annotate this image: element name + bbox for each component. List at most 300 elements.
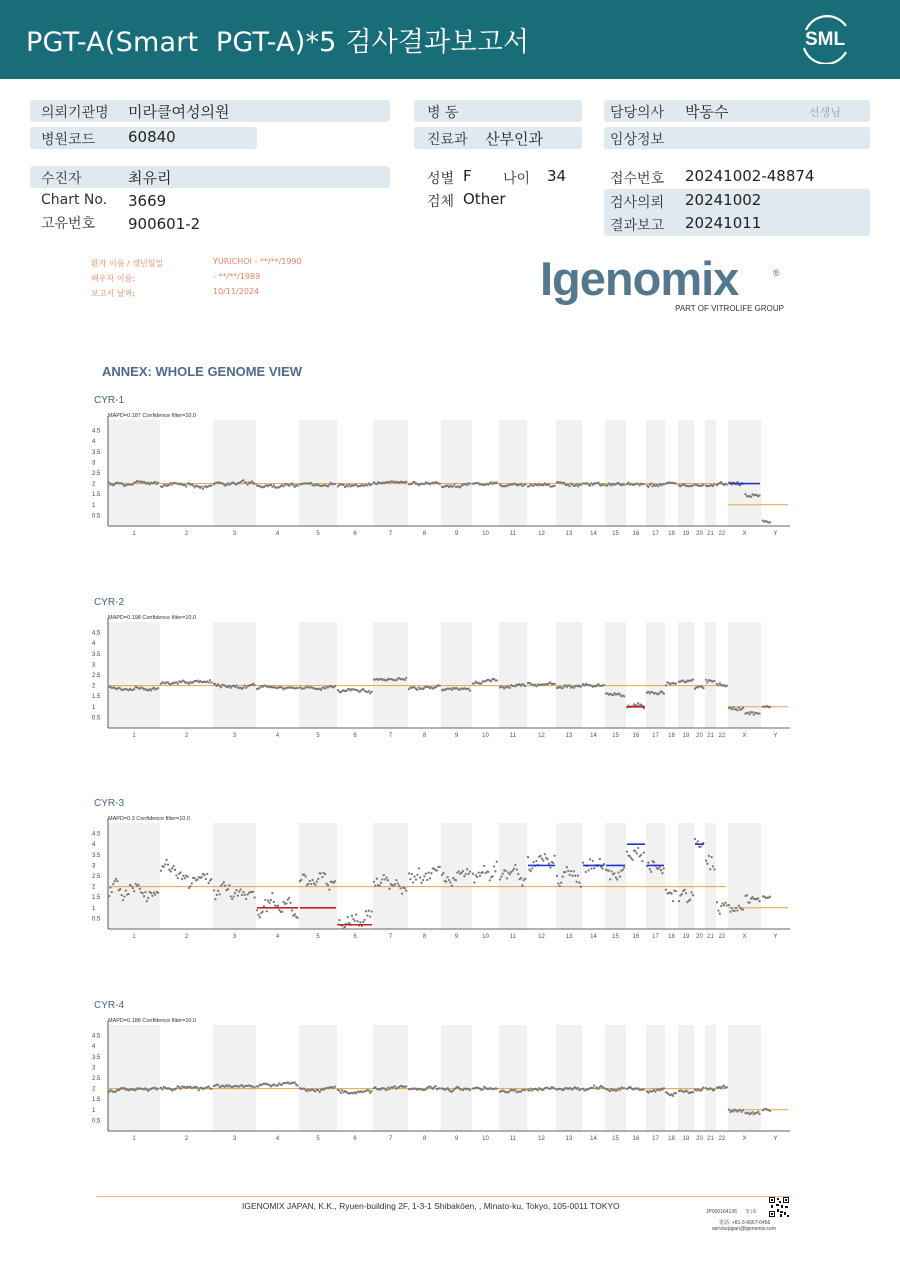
data-point bbox=[354, 920, 356, 922]
genome-chart-cyr-4 bbox=[0, 995, 900, 1155]
chromosome-band bbox=[108, 622, 160, 728]
data-point bbox=[675, 482, 677, 484]
data-point bbox=[223, 881, 225, 883]
y-tick-label: 3.5 bbox=[92, 1054, 101, 1061]
data-point bbox=[119, 888, 121, 890]
data-point bbox=[769, 706, 771, 708]
y-tick-label: 4.5 bbox=[92, 831, 101, 838]
chromosome-band bbox=[728, 420, 761, 526]
data-point bbox=[537, 1089, 539, 1091]
x-tick-label: 2 bbox=[184, 733, 189, 739]
x-tick-label: 12 bbox=[538, 733, 545, 739]
data-point bbox=[701, 1089, 703, 1091]
x-tick-label: 14 bbox=[590, 1136, 597, 1142]
data-point bbox=[294, 1081, 296, 1083]
data-point bbox=[242, 891, 244, 893]
y-tick-label: 4.5 bbox=[92, 428, 101, 435]
y-tick-label: 3.5 bbox=[92, 852, 101, 859]
data-point bbox=[520, 877, 522, 879]
y-tick-label: 2.5 bbox=[92, 471, 101, 477]
data-point bbox=[735, 907, 737, 909]
request-date-label: 검사의뢰 bbox=[610, 195, 665, 211]
x-tick-label: Y bbox=[773, 531, 778, 537]
data-point bbox=[504, 870, 506, 872]
x-tick-label: X bbox=[742, 531, 747, 537]
data-point bbox=[647, 486, 649, 488]
data-point bbox=[314, 884, 316, 886]
data-point bbox=[196, 1087, 198, 1089]
data-point bbox=[451, 885, 453, 887]
data-point bbox=[609, 1090, 611, 1092]
x-tick-label: 22 bbox=[718, 934, 726, 940]
data-point bbox=[394, 1085, 396, 1087]
data-point bbox=[213, 889, 215, 891]
x-tick-label: 18 bbox=[668, 733, 675, 739]
data-point bbox=[318, 1091, 320, 1093]
data-point bbox=[217, 1084, 219, 1086]
data-point bbox=[221, 883, 223, 885]
data-point bbox=[287, 899, 289, 901]
x-tick-label: X bbox=[742, 934, 747, 940]
y-tick-label: 2.5 bbox=[92, 1076, 101, 1082]
y-tick-label: 2 bbox=[92, 683, 96, 690]
data-point bbox=[355, 913, 357, 915]
chart-subtitle: MAPD=0.187 Confidence filter=10.0 bbox=[108, 413, 197, 419]
data-point bbox=[672, 1095, 674, 1097]
data-point bbox=[469, 690, 471, 692]
data-point bbox=[490, 680, 492, 682]
data-point bbox=[445, 881, 447, 883]
y-tick-label: 2 bbox=[92, 884, 96, 891]
data-point bbox=[418, 867, 420, 869]
chromosome-band bbox=[441, 622, 472, 728]
y-tick-label: 4 bbox=[92, 641, 96, 648]
data-point bbox=[717, 684, 719, 686]
data-point bbox=[264, 899, 266, 901]
data-point bbox=[712, 865, 714, 867]
data-point bbox=[228, 884, 230, 886]
data-point bbox=[157, 687, 159, 689]
data-point bbox=[706, 863, 708, 865]
sign-spouse-value: - **/**/1989 bbox=[213, 272, 261, 281]
sign-patient-value: YURICHOI - **/**/1990 bbox=[213, 257, 302, 266]
x-tick-label: 13 bbox=[565, 531, 573, 537]
data-point bbox=[571, 875, 573, 877]
chromosome-band bbox=[556, 420, 582, 526]
data-point bbox=[577, 1087, 579, 1089]
data-point bbox=[338, 1089, 340, 1091]
data-point bbox=[568, 684, 570, 686]
x-tick-label: Y bbox=[773, 934, 778, 940]
data-point bbox=[690, 891, 692, 893]
x-tick-label: 2 bbox=[184, 1136, 189, 1142]
data-point bbox=[726, 1086, 728, 1088]
data-point bbox=[603, 684, 605, 686]
x-tick-label: 7 bbox=[388, 733, 393, 739]
data-point bbox=[746, 894, 748, 896]
x-tick-label: 1 bbox=[132, 1136, 136, 1142]
y-tick-label: 1 bbox=[92, 905, 96, 912]
data-point bbox=[425, 872, 427, 874]
data-point bbox=[241, 1084, 243, 1086]
svg-text:®: ® bbox=[773, 268, 780, 278]
data-point bbox=[692, 678, 694, 680]
institution-value: 미라클여성의원 bbox=[128, 103, 230, 121]
sign-spouse-label: 배우자 이름: bbox=[91, 274, 135, 283]
x-tick-label: 4 bbox=[275, 1136, 280, 1142]
data-point bbox=[232, 895, 234, 897]
data-point bbox=[719, 913, 721, 915]
data-point bbox=[385, 876, 387, 878]
data-point bbox=[426, 879, 428, 881]
data-point bbox=[496, 482, 498, 484]
y-tick-label: 3.5 bbox=[92, 449, 101, 456]
data-point bbox=[629, 855, 631, 857]
data-point bbox=[455, 879, 457, 881]
data-point bbox=[568, 485, 570, 487]
data-point bbox=[384, 878, 386, 880]
data-point bbox=[237, 894, 239, 896]
x-tick-label: 15 bbox=[612, 934, 619, 940]
data-point bbox=[175, 874, 177, 876]
request-date-value: 20241002 bbox=[685, 191, 762, 209]
data-point bbox=[513, 868, 515, 870]
data-point bbox=[689, 898, 691, 900]
data-point bbox=[713, 868, 715, 870]
data-point bbox=[524, 685, 526, 687]
data-point bbox=[496, 861, 498, 863]
data-point bbox=[130, 885, 132, 887]
chromosome-band bbox=[646, 1025, 665, 1131]
chromosome-band bbox=[373, 1025, 408, 1131]
x-tick-label: 17 bbox=[652, 934, 659, 940]
clinical-label: 임상정보 bbox=[610, 132, 665, 148]
x-tick-label: 10 bbox=[482, 934, 489, 940]
data-point bbox=[401, 892, 403, 894]
data-point bbox=[650, 871, 652, 873]
data-point bbox=[751, 711, 753, 713]
data-point bbox=[590, 867, 592, 869]
data-point bbox=[289, 902, 291, 904]
specimen-value: Other bbox=[463, 190, 506, 208]
data-point bbox=[314, 1090, 316, 1092]
data-point bbox=[430, 872, 432, 874]
data-point bbox=[324, 873, 326, 875]
data-point bbox=[365, 910, 367, 912]
y-tick-label: 1 bbox=[92, 704, 96, 711]
data-point bbox=[482, 1088, 484, 1090]
data-point bbox=[627, 481, 629, 483]
y-tick-label: 3 bbox=[92, 460, 96, 467]
data-point bbox=[683, 483, 685, 485]
chromosome-band bbox=[556, 622, 582, 728]
data-point bbox=[388, 1088, 390, 1090]
data-point bbox=[556, 875, 558, 877]
chromosome-band bbox=[646, 420, 665, 526]
genome-plot-svg bbox=[0, 793, 900, 953]
data-point bbox=[694, 838, 696, 840]
data-point bbox=[111, 891, 113, 893]
x-tick-label: 20 bbox=[696, 1136, 703, 1142]
data-point bbox=[719, 682, 721, 684]
data-point bbox=[230, 895, 232, 897]
data-point bbox=[665, 888, 667, 890]
x-tick-label: Y bbox=[773, 1136, 778, 1142]
data-point bbox=[413, 875, 415, 877]
data-point bbox=[442, 872, 444, 874]
data-point bbox=[405, 677, 407, 679]
x-tick-label: 5 bbox=[316, 1136, 320, 1142]
y-tick-label: 1.5 bbox=[92, 895, 101, 902]
data-point bbox=[310, 883, 312, 885]
data-point bbox=[575, 483, 577, 485]
data-point bbox=[108, 1091, 110, 1093]
data-point bbox=[578, 882, 580, 884]
data-point bbox=[749, 713, 751, 715]
x-tick-label: 3 bbox=[232, 934, 237, 940]
data-point bbox=[724, 902, 726, 904]
data-point bbox=[626, 850, 628, 852]
data-point bbox=[427, 871, 429, 873]
genome-plot-svg bbox=[0, 390, 900, 550]
data-point bbox=[116, 880, 118, 882]
data-point bbox=[630, 857, 632, 859]
data-point bbox=[493, 865, 495, 867]
y-tick-label: 1.5 bbox=[92, 492, 101, 499]
data-point bbox=[307, 883, 309, 885]
chromosome-band bbox=[441, 1025, 472, 1131]
chromosome-band bbox=[556, 1025, 582, 1131]
data-point bbox=[603, 1087, 605, 1089]
y-tick-label: 2 bbox=[92, 1086, 96, 1093]
data-point bbox=[480, 682, 482, 684]
chromosome-band bbox=[499, 622, 527, 728]
igenomix-tagline: PART OF VITROLIFE GROUP bbox=[675, 304, 784, 313]
data-point bbox=[244, 894, 246, 896]
data-point bbox=[405, 890, 407, 892]
x-tick-label: 15 bbox=[612, 531, 619, 537]
data-point bbox=[161, 1088, 163, 1090]
data-point bbox=[311, 879, 313, 881]
data-point bbox=[270, 484, 272, 486]
data-point bbox=[589, 485, 591, 487]
chart-subtitle: MAPD=0.3 Confidence filter=10.0 bbox=[108, 816, 190, 822]
data-point bbox=[665, 684, 667, 686]
data-point bbox=[560, 882, 562, 884]
x-tick-label: 4 bbox=[275, 531, 280, 537]
data-point bbox=[742, 707, 744, 709]
data-point bbox=[712, 485, 714, 487]
data-point bbox=[702, 483, 704, 485]
data-point bbox=[593, 1084, 595, 1086]
data-point bbox=[108, 895, 110, 897]
data-point bbox=[296, 917, 298, 919]
data-point bbox=[356, 920, 358, 922]
data-point bbox=[154, 893, 156, 895]
chromosome-band bbox=[678, 622, 694, 728]
x-tick-label: 7 bbox=[388, 934, 393, 940]
data-point bbox=[241, 894, 243, 896]
data-point bbox=[769, 1110, 771, 1112]
data-point bbox=[502, 872, 504, 874]
data-point bbox=[708, 855, 710, 857]
data-point bbox=[476, 876, 478, 878]
footer-divider bbox=[96, 1196, 790, 1197]
data-point bbox=[535, 860, 537, 862]
data-point bbox=[542, 860, 544, 862]
data-point bbox=[378, 885, 380, 887]
data-point bbox=[220, 885, 222, 887]
data-point bbox=[541, 858, 543, 860]
x-tick-label: Y bbox=[773, 733, 778, 739]
data-point bbox=[657, 868, 659, 870]
chromosome-band bbox=[605, 1025, 626, 1131]
data-point bbox=[366, 484, 368, 486]
data-point bbox=[198, 1089, 200, 1091]
x-tick-label: 11 bbox=[509, 934, 517, 940]
data-point bbox=[728, 904, 730, 906]
chromosome-band bbox=[678, 823, 694, 929]
data-point bbox=[568, 874, 570, 876]
y-tick-label: 3 bbox=[92, 1065, 96, 1072]
data-point bbox=[268, 902, 270, 904]
data-point bbox=[170, 870, 172, 872]
sign-report-date-value: 10/11/2024 bbox=[213, 287, 260, 296]
data-point bbox=[521, 884, 523, 886]
data-point bbox=[658, 866, 660, 868]
data-point bbox=[553, 485, 555, 487]
data-point bbox=[716, 901, 718, 903]
qr-code-icon bbox=[769, 1197, 789, 1217]
x-tick-label: 2 bbox=[184, 531, 189, 537]
ward-label: 병 동 bbox=[427, 105, 459, 121]
data-point bbox=[434, 1085, 436, 1087]
data-point bbox=[713, 483, 715, 485]
y-tick-label: 3 bbox=[92, 863, 96, 870]
data-point bbox=[231, 898, 233, 900]
data-point bbox=[321, 876, 323, 878]
chart-no-label: Chart No. bbox=[41, 192, 108, 208]
data-point bbox=[200, 876, 202, 878]
chromosome-band bbox=[373, 622, 408, 728]
data-point bbox=[699, 846, 701, 848]
doctor-suffix: 선생님 bbox=[809, 106, 841, 119]
chromosome-band bbox=[299, 622, 337, 728]
x-tick-label: X bbox=[742, 1136, 747, 1142]
data-point bbox=[216, 894, 218, 896]
chromosome-band bbox=[441, 420, 472, 526]
data-point bbox=[234, 892, 236, 894]
data-point bbox=[310, 482, 312, 484]
data-point bbox=[479, 875, 481, 877]
data-point bbox=[109, 886, 111, 888]
data-point bbox=[242, 479, 244, 481]
data-point bbox=[729, 911, 731, 913]
x-tick-label: 4 bbox=[275, 934, 280, 940]
sml-logo bbox=[796, 12, 854, 64]
chromosome-band bbox=[705, 823, 716, 929]
data-point bbox=[277, 1084, 279, 1086]
age-label: 나이 bbox=[503, 171, 531, 187]
data-point bbox=[506, 877, 508, 879]
data-point bbox=[108, 481, 110, 483]
data-point bbox=[575, 881, 577, 883]
data-point bbox=[261, 911, 263, 913]
data-point bbox=[561, 687, 563, 689]
data-point bbox=[143, 895, 145, 897]
x-tick-label: 17 bbox=[652, 1136, 659, 1142]
data-point bbox=[179, 1088, 181, 1090]
hospital-code-label: 병원코드 bbox=[41, 132, 96, 148]
chromosome-band bbox=[605, 622, 626, 728]
data-point bbox=[115, 878, 117, 880]
data-point bbox=[592, 860, 594, 862]
data-point bbox=[125, 889, 127, 891]
data-point bbox=[157, 892, 159, 894]
x-tick-label: 1 bbox=[132, 934, 136, 940]
x-tick-label: 5 bbox=[316, 934, 320, 940]
data-point bbox=[277, 905, 279, 907]
x-tick-label: 1 bbox=[132, 531, 136, 537]
data-point bbox=[709, 868, 711, 870]
data-point bbox=[160, 870, 162, 872]
data-point bbox=[296, 1084, 298, 1086]
chromosome-band bbox=[213, 1025, 256, 1131]
data-point bbox=[144, 891, 146, 893]
data-point bbox=[463, 875, 465, 877]
data-point bbox=[218, 893, 220, 895]
data-point bbox=[168, 484, 170, 486]
genome-plot-svg bbox=[0, 995, 900, 1155]
data-point bbox=[408, 872, 410, 874]
data-point bbox=[202, 488, 204, 490]
x-tick-label: 13 bbox=[565, 733, 573, 739]
chromosome-band bbox=[213, 823, 256, 929]
data-point bbox=[524, 483, 526, 485]
data-point bbox=[210, 878, 212, 880]
x-tick-label: 21 bbox=[707, 531, 714, 537]
data-point bbox=[113, 880, 115, 882]
data-point bbox=[473, 881, 475, 883]
chromosome-band bbox=[705, 1025, 716, 1131]
data-point bbox=[487, 871, 489, 873]
data-point bbox=[244, 684, 246, 686]
igenomix-logo bbox=[540, 253, 790, 317]
x-tick-label: 9 bbox=[454, 531, 459, 537]
y-tick-label: 0.5 bbox=[92, 513, 101, 520]
data-point bbox=[334, 1085, 336, 1087]
chromosome-band bbox=[373, 823, 408, 929]
data-point bbox=[548, 862, 550, 864]
data-point bbox=[623, 866, 625, 868]
data-point bbox=[362, 688, 364, 690]
data-point bbox=[462, 870, 464, 872]
data-point bbox=[567, 870, 569, 872]
data-point bbox=[177, 683, 179, 685]
data-point bbox=[205, 878, 207, 880]
data-point bbox=[514, 864, 516, 866]
chromosome-band bbox=[108, 420, 160, 526]
data-point bbox=[742, 908, 744, 910]
data-point bbox=[580, 484, 582, 486]
x-tick-label: 3 bbox=[232, 531, 237, 537]
data-point bbox=[609, 878, 611, 880]
data-point bbox=[619, 875, 621, 877]
data-point bbox=[672, 900, 674, 902]
data-point bbox=[750, 496, 752, 498]
chart-no-value: 3669 bbox=[128, 192, 167, 210]
footer-doc-id bbox=[706, 1209, 756, 1215]
